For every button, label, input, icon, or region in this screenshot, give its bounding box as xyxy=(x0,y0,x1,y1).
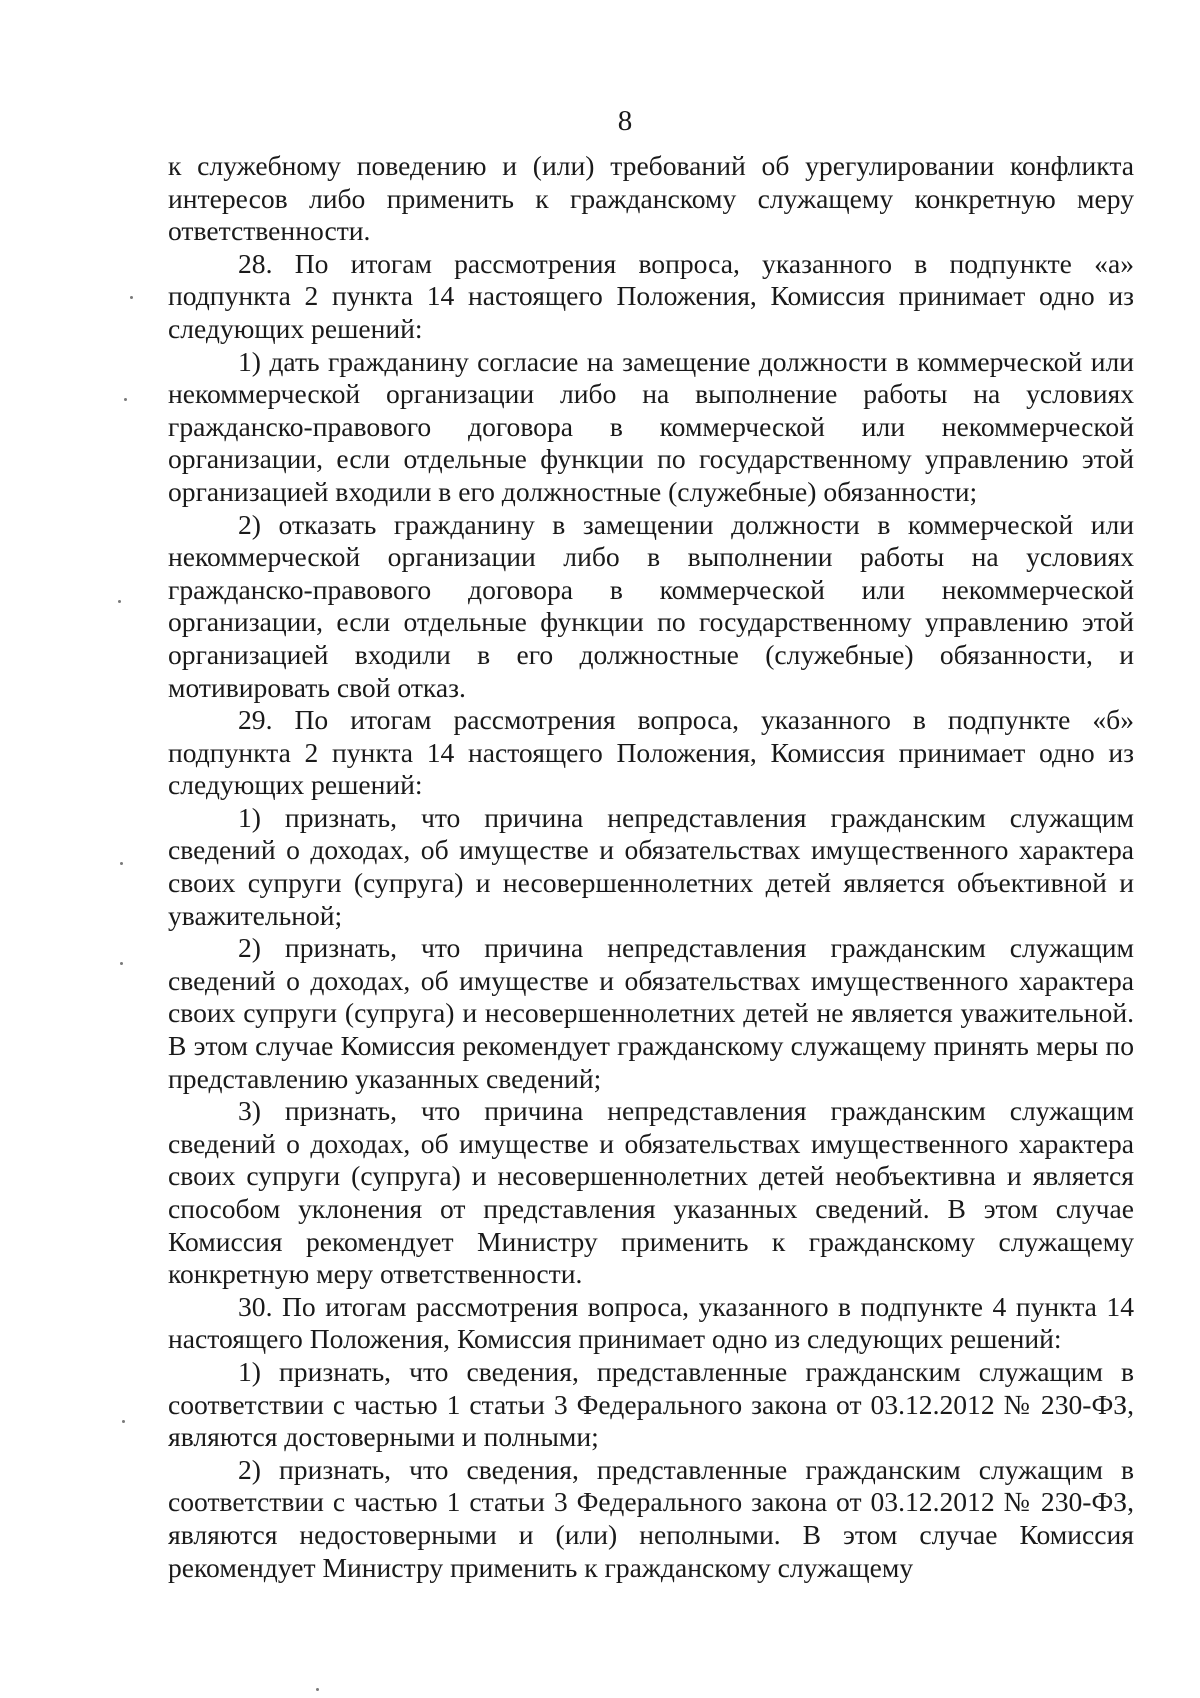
scan-speck xyxy=(122,1420,125,1423)
paragraph: 1) признать, что сведения, представленные гражданским служащим в соответствии с частью 1 статьи 3 Федерального закона от 03.12.2012 № 230-ФЗ, являются достоверными и полными; xyxy=(168,1355,1134,1453)
scan-speck xyxy=(124,398,127,401)
paragraph: 28. По итогам рассмотрения вопроса, указанного в подпункте «а» подпункта 2 пункта 14 настоящего Положения, Комиссия принимает одно из следующих решений: xyxy=(168,247,1134,344)
scan-speck xyxy=(316,1688,319,1691)
paragraph: 2) признать, что причина непредставления гражданским служащим сведений о доходах, об имуществе и обязательствах имущественного характера своих супруги (супруга) и несовершеннолетних детей не является уважительной. В этом случае Комиссия рекомендует гражданскому служащему принять меры по представлению указанных сведений; xyxy=(168,932,1134,1094)
scan-speck xyxy=(120,862,123,865)
paragraph: 3) признать, что причина непредставления гражданским служащим сведений о доходах, об имуществе и обязательствах имущественного характера своих супруги (супруга) и несовершеннолетних детей необъективна и является способом уклонения от представления указанных сведений. В этом случае Комиссия рекомендует Министру применить к гражданскому служащему конкретную меру ответственности. xyxy=(168,1095,1134,1290)
paragraph: 1) признать, что причина непредставления гражданским служащим сведений о доходах, об имуществе и обязательствах имущественного характера своих супруги (супруга) и несовершеннолетних детей является объективной и уважительной; xyxy=(168,801,1134,931)
scan-speck xyxy=(118,600,121,603)
scan-speck xyxy=(130,296,133,299)
paragraph: 29. По итогам рассмотрения вопроса, указанного в подпункте «б» подпункта 2 пункта 14 настоящего Положения, Комиссия принимает одно из следующих решений: xyxy=(168,704,1134,801)
paragraph: 1) дать гражданину согласие на замещение должности в коммерческой или некоммерческой организации либо на выполнение работы на условиях гражданско-правового договора в коммерческой или некоммерческой организации, если отдельные функции по государственному управлению этой организацией входили в его должностные (служебные) обязанности; xyxy=(168,345,1134,507)
paragraph: к служебному поведению и (или) требований об урегулировании конфликта интересов либо применить к гражданскому служащему конкретную меру ответственности. xyxy=(168,150,1134,247)
paragraph: 2) отказать гражданину в замещении должности в коммерческой или некоммерческой организации либо в выполнении работы на условиях гражданско-правового договора в коммерческой или некоммерческой организации, если отдельные функции по государственному управлению этой организацией входили в его должностные (служебные) обязанности, и мотивировать свой отказ. xyxy=(168,508,1134,703)
document-body xyxy=(168,150,1134,1584)
page-number: 8 xyxy=(617,105,633,137)
paragraph: 30. По итогам рассмотрения вопроса, указанного в подпункте 4 пункта 14 настоящего Положения, Комиссия принимает одно из следующих решений: xyxy=(168,1290,1134,1355)
scan-speck xyxy=(120,962,123,965)
paragraph: 2) признать, что сведения, представленные гражданским служащим в соответствии с частью 1 статьи 3 Федерального закона от 03.12.2012 № 230-ФЗ, являются недостоверными и (или) неполными. В этом случае Комиссия рекомендует Министру применить к гражданскому служащему xyxy=(168,1453,1134,1583)
